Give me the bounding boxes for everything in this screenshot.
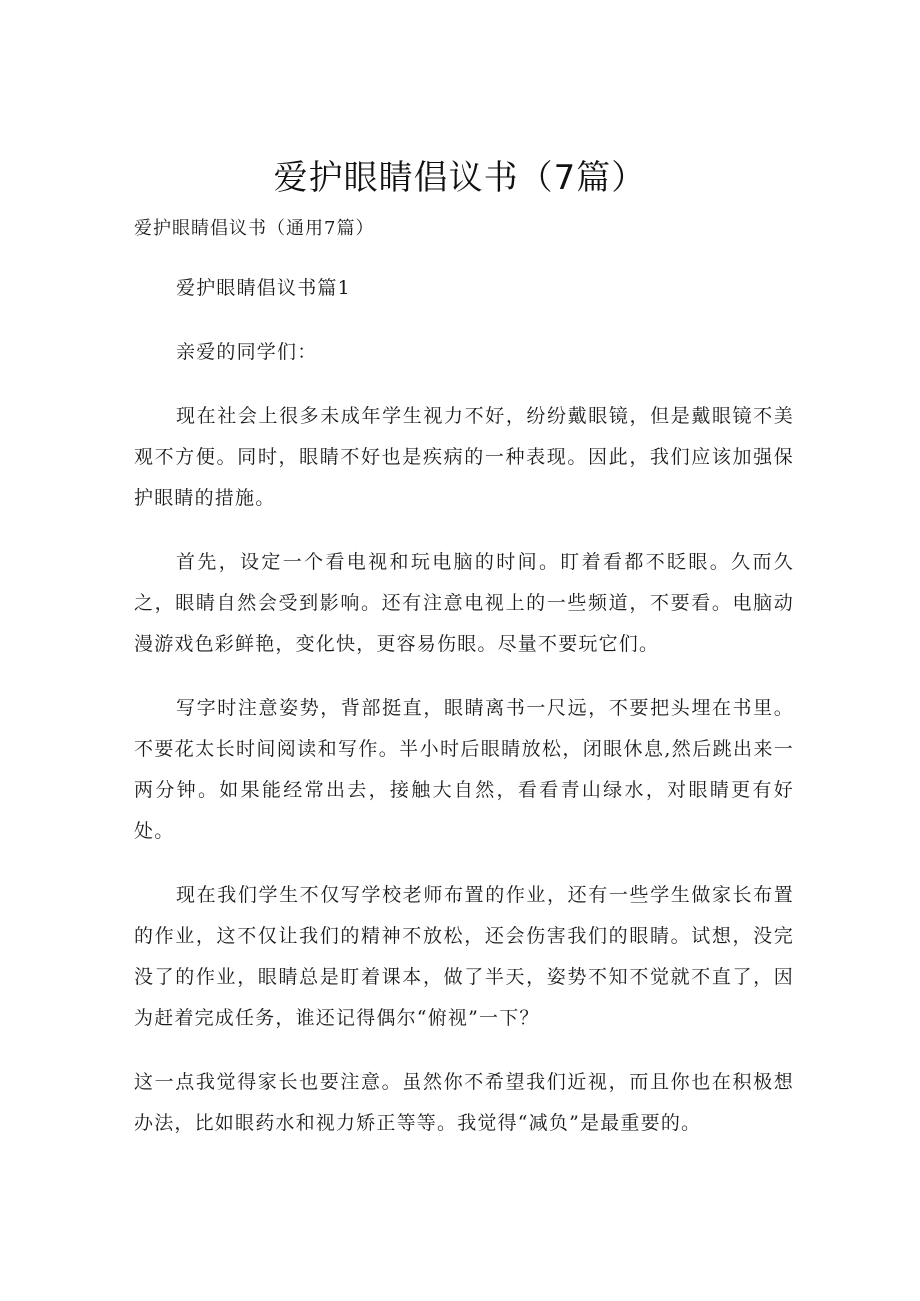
- paragraph: 现在我们学生不仅写学校老师布置的作业，还有一些学生做家长布置的作业，这不仅让我们的精神不放松，还会伤害我们的眼睛。试想，没完没了的作业，眼睛总是盯着课本，做了半天，姿势不知不觉就不直了，因为赶着完成任务，谁还记得偶尔“俯视”一下？: [134, 884, 794, 1029]
- document-subtitle: 爱护眼睛倡议书（通用7篇）: [134, 218, 375, 239]
- paragraph: 首先，设定一个看电视和玩电脑的时间。盯着看都不眨眼。久而久之，眼睛自然会受到影响。还有注意电视上的一些频道，不要看。电脑动漫游戏色彩鲜艳，变化快，更容易伤眼。尽量不要玩它们。: [134, 551, 794, 655]
- salutation: 亲爱的同学们：: [176, 341, 318, 363]
- section-heading: 爱护眼睛倡议书篇1: [176, 277, 351, 299]
- document-body: [134, 268, 794, 1167]
- document-title: 爱护眼睛倡议书（7篇）: [273, 158, 647, 198]
- paragraph: 现在社会上很多未成年学生视力不好，纷纷戴眼镜，但是戴眼镜不美观不方便。同时，眼睛不好也是疾病的一种表现。因此，我们应该加强保护眼睛的措施。: [134, 405, 794, 509]
- paragraph: 写字时注意姿势，背部挺直，眼睛离书一尺远，不要把头埋在书里。不要花太长时间阅读和写作。半小时后眼睛放松，闭眼休息,然后跳出来一两分钟。如果能经常出去，接触大自然，看看青山绿水，对眼睛更有好处。: [134, 697, 794, 842]
- paragraph: 这一点我觉得家长也要注意。虽然你不希望我们近视，而且你也在积极想办法，比如眼药水和视力矫正等等。我觉得“减负”是最重要的。: [134, 1071, 794, 1134]
